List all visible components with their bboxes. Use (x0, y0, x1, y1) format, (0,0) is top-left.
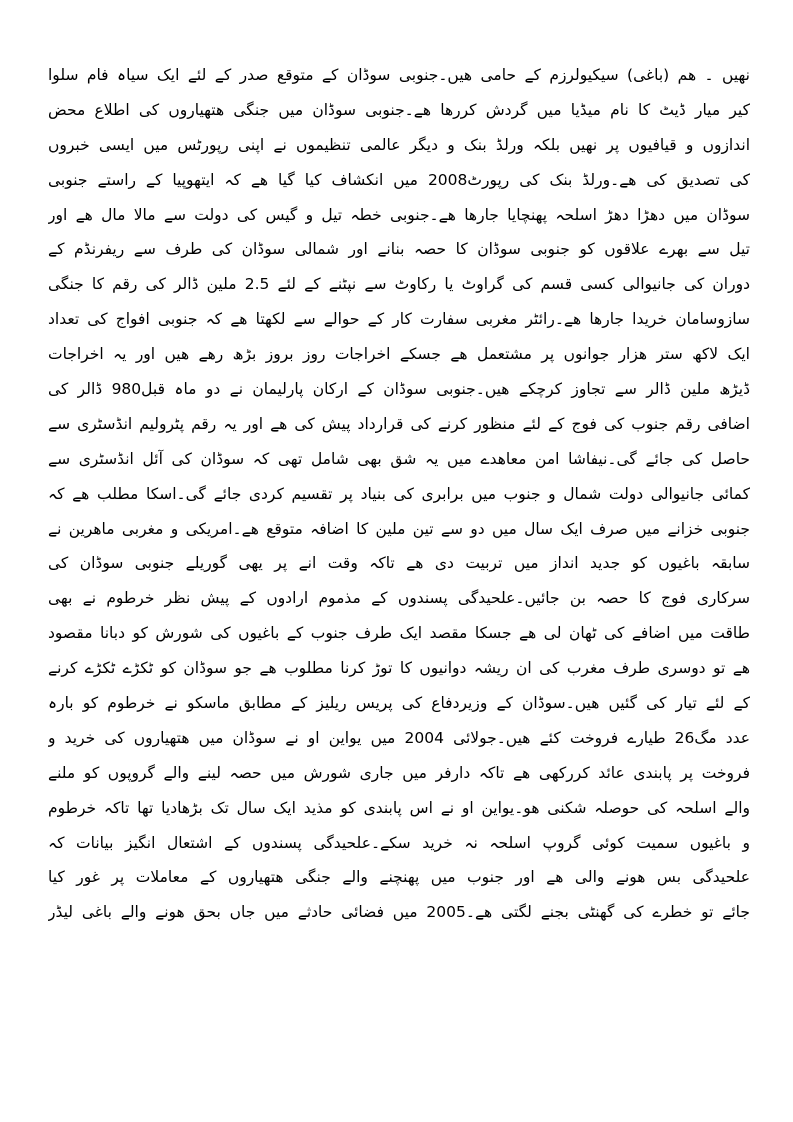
text-line: کیر میار ڈیٹ کا نام میڈیا میں گردش کررھا ھے۔جنوبی سوڈان میں جنگی ھتھیاروں کی اطلاع محض (48, 100, 750, 119)
text-line: کمائی جانیوالی دولت شمال و جنوب میں برابری کی بنیاد پر تقسیم کردی جائے گی۔اسکا مطلب ھے کہ (48, 484, 750, 503)
text-line: والے اسلحہ کی حوصلہ شکنی ھو۔یواین او نے اس پابندی کو مذید ایک سال تک بڑھادیا تھا تاکہ خرطوم (48, 798, 750, 817)
text-line: اضافی رقم جنوب کی فوج کے لئے منظور کرنے کی قرارداد پیش کی ھے اور یہ رقم پٹرولیم انڈسٹری سے (48, 414, 750, 433)
text-line: تیل سے بھرے علاقوں کو جنوبی سوڈان کا حصہ بنانے اور شمالی سوڈان کی طرف سے ریفرنڈم کے (48, 240, 750, 259)
text-line: فروخت پر پابندی عائد کررکھی ھے تاکہ دارفر میں جاری شورش میں حصہ لینے والے گروپوں کو ملنے (48, 763, 750, 782)
text-line: جائے تو خطرے کی گھنٹی بجنے لگتی ھے۔2005 میں فضائی حادثے میں جاں بحق ھونے والے باغی لیڈر (48, 903, 750, 922)
text-line: سرکاری فوج کا حصہ بن جائیں۔علحیدگی پسندوں کے مذموم ارادوں کے پیش نظر خرطوم نے بھی (48, 589, 750, 608)
text-line: نھیں ۔ ھم (باغی) سیکیولرزم کے حامی ھیں۔جنوبی سوڈان کے متوقع صدر کے لئے ایک سیاہ فام سلوا (48, 66, 750, 84)
urdu-text-body (48, 58, 750, 930)
text-line: حاصل کی جائے گی۔نیفاشا امن معاھدے میں یہ شق بھی شامل تھی کہ سوڈان کی آئل انڈسٹری سے (48, 449, 750, 468)
text-line: ھے تو دوسری طرف مغرب کی ان ریشہ دوانیوں کا توڑ کرنا مطلوب ھے جو سوڈان کو ٹکڑے ٹکڑے کرنے (48, 659, 750, 678)
text-line: ایک لاکھ ستر ھزار جوانوں پر مشتعمل ھے جسکے اخراجات روز بروز بڑھ رھے ھیں اور یہ اخراجات (48, 345, 750, 364)
text-line: سوڈان میں دھڑا دھڑ اسلحہ پھنچایا جارھا ھے۔جنوبی خطہ تیل و گیس کی دولت سے مالا مال ھے اور (48, 205, 750, 224)
text-line: دوران کی جانیوالی کسی قسم کی گراوٹ یا رکاوٹ سے نپٹنے کے لئے 2.5 ملین ڈالر کی رقم کا جنگی (48, 275, 750, 294)
text-line: و باغیوں سمیت کوئی گروپ اسلحہ نہ خرید سکے۔علحیدگی پسندوں کے اشتعال انگیز بیانات کہ (48, 833, 750, 852)
text-line: علحیدگی بس ھونے والی ھے اور جنوب میں پھنچنے والے جنگی ھتھیاروں کے معاملات پر غور کیا (48, 868, 750, 887)
text-line: اندازوں و قیافیوں پر نھیں بلکہ ورلڈ بنک و دیگر عالمی تنظیموں نے اپنی رپورٹس میں ایسی خبروں (48, 135, 750, 154)
text-line: سازوسامان خریدا جارھا ھے۔رائٹر مغربی سفارت کار کے حوالے سے لکھتا ھے کہ جنوبی افواج کی تعداد (48, 310, 750, 329)
text-line: طاقت میں اضافے کی ٹھان لی ھے جسکا مقصد ایک طرف جنوب کے باغیوں کی شورش کو دبانا مقصود (48, 624, 750, 643)
text-line: ڈیڑھ ملین ڈالر سے تجاوز کرچکے ھیں۔جنوبی سوڈان کے ارکان پارلیمان نے دو ماہ قبل980 ڈالر کی (48, 380, 750, 399)
text-line: جنوبی خزانے میں صرف ایک سال میں دو سے تین ملین کا اضافہ متوقع ھے۔امریکی و مغربی ماھرین نے (48, 519, 750, 538)
text-line: کے لئے تیار کی گئیں ھیں۔سوڈان کے وزیردفاع کی پریس ریلیز کے مطابق ماسکو نے خرطوم کو بارہ (48, 694, 750, 713)
text-line: سابقہ باغیوں کو جدید انداز میں تربیت دی ھے تاکہ وقت انے پر یھی گوریلے جنوبی سوڈان کی (48, 554, 750, 573)
text-line: کی تصدیق کی ھے۔ورلڈ بنک کی رپورٹ2008 میں انکشاف کیا گیا ھے کہ ایتھوپیا کے راستے جنوبی (48, 170, 750, 189)
text-line: عدد مگ26 طیارے فروخت کئے ھیں۔جولائی 2004 میں یواین او نے سوڈان میں ھتھیاروں کی خرید و (48, 728, 750, 747)
